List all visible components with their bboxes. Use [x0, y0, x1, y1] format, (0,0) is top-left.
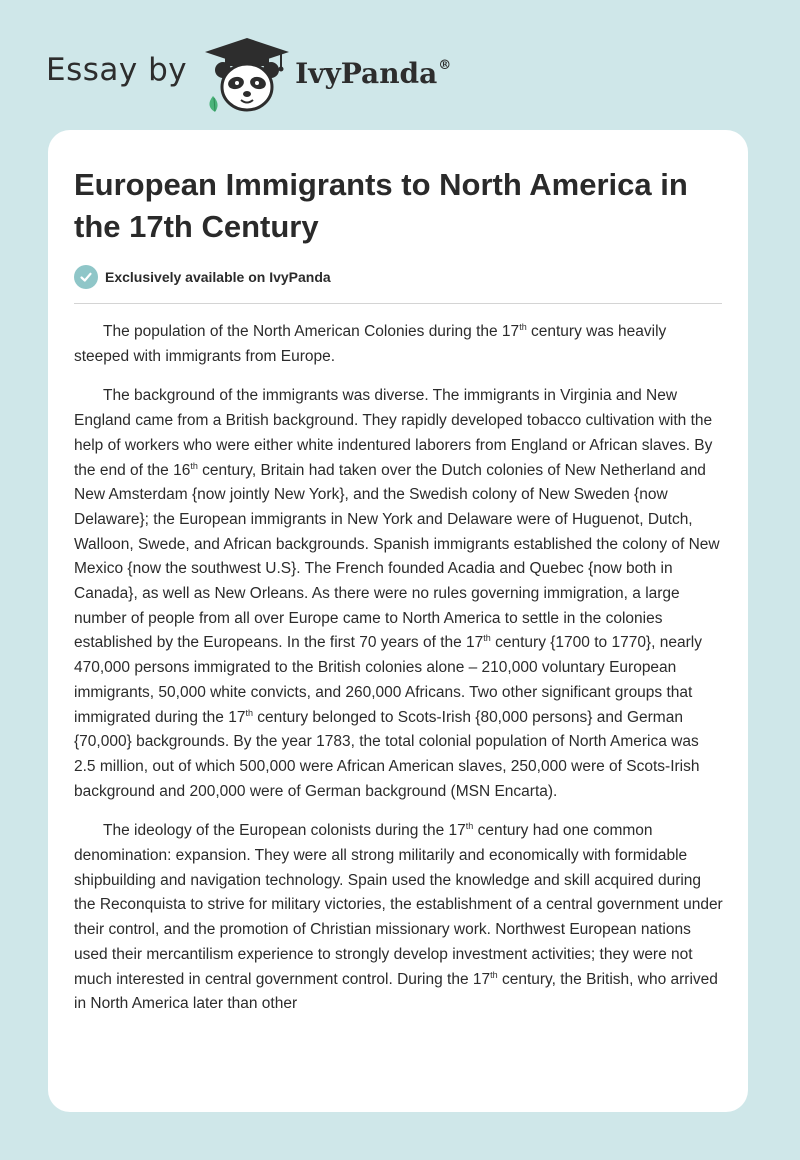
divider: [74, 303, 722, 304]
paragraph-2: The background of the immigrants was diverse. The immigrants in Virginia and New England came from a British background. They rapidly developed tobacco cultivation with the help of workers who were either white indentured laborers from England or African slaves. By the end of the 16th century, Britain had taken over the Dutch colonies of New Netherland and New Amsterdam {now jointly New York}, and the Swedish colony of New Sweden {now Delaware}; the European immigrants in New York and Delaware were of Huguenot, Dutch, Walloon, Swede, and African backgrounds. Spanish immigrants established the colony of New Mexico {now the southwest U.S}. The French founded Acadia and Quebec {now both in Canada}, as well as New Orleans. As there were no rules governing immigration, a large number of people from all over Europe came to North America to settle in the colonies established by the Europeans. In the first 70 years of the 17th century {1700 to 1770}, nearly 470,000 persons immigrated to the British colonies alone – 210,000 voluntary European immigrants, 50,000 white convicts, and 260,000 Africans. Two other significant groups that immigrated during the 17th century belonged to Scots-Irish {80,000 persons} and German {70,000} backgrounds. By the year 1783, the total colonial population of North America was 2.5 million, out of which 500,000 were African American slaves, 250,000 were of Scots-Irish background and 200,000 were of German background (MSN Encarta).: [74, 387, 720, 800]
exclusive-badge-label: Exclusively available on IvyPanda: [105, 269, 331, 285]
brand-name[interactable]: IvyPanda®: [295, 56, 452, 90]
registered-mark: ®: [438, 57, 452, 73]
essay-card: [48, 130, 748, 1112]
paragraph-3: The ideology of the European colonists during the 17th century had one common denomination: expansion. They were all strong militarily and economically with formidable shipbuilding and navigation technology. Spain used the knowledge and skill acquired during the Reconquista to strive for military victories, the establishment of a central government under their control, and the promotion of Christian missionary work. Northwest European nations used their mercantilism experience to strongly develop investment activities; they were not much interested in central government control. During the 17th century, the British, who arrived in North America later than other: [74, 821, 723, 1013]
essay-body: [74, 320, 724, 1032]
essay-title: European Immigrants to North America in the 17th Century: [74, 167, 688, 244]
brand-header: [46, 34, 506, 114]
check-icon: [74, 265, 98, 289]
paragraph-1: The population of the North American Colonies during the 17th century was heavily steeped with immigrants from Europe.: [74, 322, 667, 365]
brand-prefix: Essay by: [46, 52, 188, 88]
exclusive-badge: [74, 264, 331, 290]
panda-graduate-logo-icon[interactable]: [201, 34, 293, 114]
